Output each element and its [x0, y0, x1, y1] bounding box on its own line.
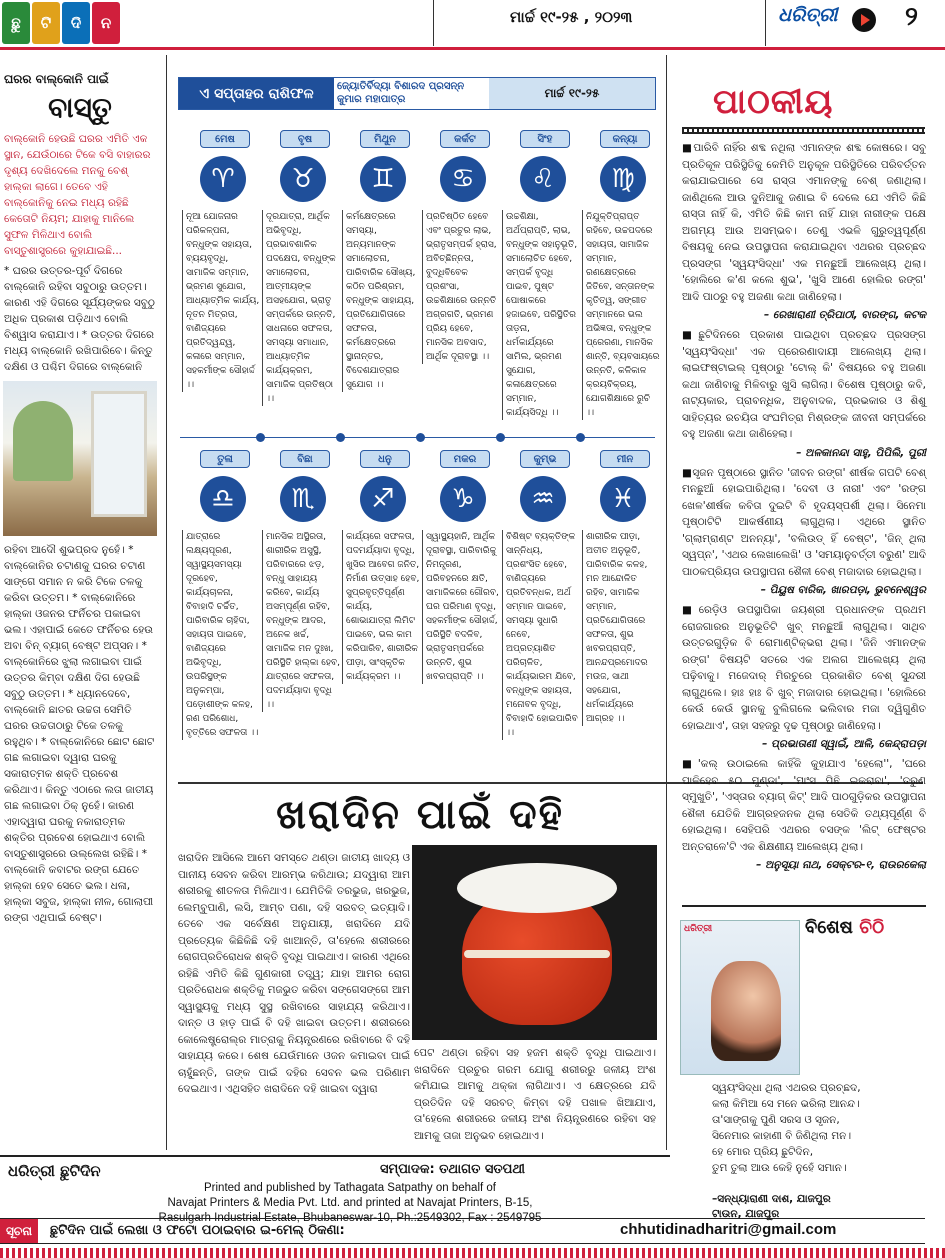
- imprint-line: Printed and published by Tathagata Satpathy on behalf of: [204, 1182, 496, 1194]
- rashifala-title: ଏ ସପ୍ତାହର ରାଶିଫଳ: [179, 78, 334, 109]
- contact-email[interactable]: chhutidinadharitri@gmail.com: [620, 1221, 837, 1238]
- special-letter-poem: [712, 1080, 927, 1176]
- special-letter-title: [805, 910, 945, 944]
- sign-label: ବୃଷ: [280, 130, 330, 148]
- poem-line: ତୁମ ତୁଲା ଆଉ କେହି ନୁହେଁ ସମାନ।: [712, 1162, 847, 1174]
- column-divider: [666, 55, 667, 1150]
- reader-letter: ■ପାରିବି ନାହିଁର ଶବ୍ଦ ନଥିଲା ଏମାନଙ୍କ ଶବ୍ଦ କୋଷରେ। ସବୁ ପ୍ରତିକୂଳ ପରିସ୍ଥିତିକୁ କେମିତି ଅନୁକୂଳ ପରିସ୍ଥିତିରେ ପରିବର୍ତ୍ତନ କରାଯାଇପାରେ ସେ ରାସ୍ତା ଏମାନଙ୍କୁ ବେଶ୍ ଜଣାଥିଲା। ଜାଣିଥିଲେ ଆଉ ଦୁନିଆକୁ ଜଣାଇ ବି ଦେଲେ ଯେ ଏମିତି କିଛି ରାସ୍ତା ନାହିଁ କି, ଏମିତି କିଛି କାମ ନାହିଁ ଯାହା ନାରୀଙ୍କ ପକ୍ଷେ ଅଗମ୍ୟ ଆଉ ଅସମ୍ଭବ। ତେଣୁ ଏଭଳି ଗୁରୁତ୍ୱପୂର୍ଣ୍ଣ ବିଷୟକୁ ନେଇ ଉପସ୍ଥାପନା କରାଯାଇଥିବା ଏଥରର ପ୍ରଚ୍ଛଦ ପ୍ରସଙ୍ଗ 'ସ୍ୱୟଂସିଦ୍ଧା' ଏକ ମନଛୁଆଁ ଆଲେଖ୍ୟ ଥିଲା। 'ହୋଲିରେ କ'ଣ କଲେ ଶୁଭ', 'ଖୁସି ଆଣେ ହୋଲିର ରଙ୍ଗ' ଆଦି ପାଠରୁ ବହୁ ଅଜଣା କଥା ଜାଣିହେଲା।: [682, 142, 926, 303]
- vastu-paragraph: * ଘରର ଉତ୍ତର-ପୂର୍ବ ଦିଗରେ ବାଲ୍‌କୋନି ରହିବା ସବୁଠାରୁ ଉତ୍ତମ। କାରଣ ଏହି ଦିଗରେ ସୂର୍ଯ୍ୟଙ୍କର ସବୁଠୁ ଅଧିକ ପ୍ରକାଶ ପଡ଼ିଥାଏ ବୋଲି ବିଶ୍ୱାସ କରାଯାଏ। * ଉତ୍ତର ଦିଗରେ ମଧ୍ୟ ବାଲ୍‌କୋନି ରଖିପାରିବେ। କିନ୍ତୁ ଦକ୍ଷିଣ ଓ ପଶ୍ଚିମ ଦିଗରେ ବାଲ୍‌କୋନି: [4, 265, 155, 373]
- rashifala-author: ଜ୍ୟୋତିର୍ବିଦ୍ୟା ବିଶାରଦ ପ୍ରସନ୍ନ କୁମାର ମହାପାତ୍ର: [337, 81, 465, 105]
- sign-forecast: ବିଶିଷ୍ଟ ବ୍ୟକ୍ତିଙ୍କ ସାନ୍ନିଧ୍ୟ, ପ୍ରଶଂସିତ ହେବେ, ବାଣିଜ୍ୟରେ ପ୍ରତିବନ୍ଧକ, ଅର୍ଥ ସମ୍ମାନ ପାଇବେ, ସମସ୍ୟା ସୁଧାରି ନେବେ, ଅପ୍ରତ୍ୟାଶିତ ପରିଚାଳିତ, କାର୍ଯ୍ୟଭାରମ ଯିବେ, ବନ୍ଧୁଙ୍କ ସହାୟତା, ମନୋବଳ ବୃଦ୍ଧି, ବିବାହାଦି ହୋଇପାରିବ ।।: [502, 530, 580, 740]
- sign-forecast: ଦୂରଯାତ୍ରା, ଆର୍ଥିକ ଅଭିବୃଦ୍ଧି, ପ୍ରଭାବଶାଳିକ ପଦକ୍ଷେପ, ବନ୍ଧୁଙ୍କ ସମାଲୋଚନା, ଆତ୍ମୀୟଙ୍କ ଅସହଯୋଗ, ଭ୍ରାତୃ ସମ୍ପର୍କରେ ଉନ୍ନତି, ସାଧନାରେ ସଫଳତା, ସମସ୍ୟା ସମାଧାନ, ଆଧ୍ୟାତ୍ମିକ କାର୍ଯ୍ୟକ୍ରମ, ସାମାଜିକ ପ୍ରତିଷ୍ଠା ।।: [262, 210, 340, 406]
- aquarius-icon: ♒: [520, 476, 566, 522]
- leo-icon: ♌: [520, 156, 566, 202]
- bottom-stripe: [0, 1248, 945, 1258]
- header-divider: [765, 0, 766, 46]
- play-icon: [852, 8, 876, 32]
- divider-dot: [336, 433, 345, 442]
- rashifala-date: ମାର୍ଚ୍ଚ ୧୯-୨୫: [489, 78, 655, 109]
- vastu-title: ବାସ୍ତୁ: [48, 91, 112, 124]
- letter-signature: – ଅନୁସୂୟା ନାଥ, ସେକ୍ଟର-୧, ରାଉରକେଲା: [756, 859, 926, 871]
- sign-label: କୁମ୍ଭ: [520, 450, 570, 468]
- sign-label: ଧନୁ: [360, 450, 410, 468]
- curd-article-title: ଖରାଦିନ ପାଇଁ ଦହି: [276, 792, 564, 838]
- curd-surface: [457, 863, 617, 913]
- sign-label: ବିଛା: [280, 450, 330, 468]
- gemini-icon: ♊: [360, 156, 406, 202]
- sign-label: ମୀନ: [600, 450, 650, 468]
- sign-label: ସିଂହ: [520, 130, 570, 148]
- sign-forecast: ନିଯୁକ୍ତିପ୍ରାପ୍ତ ରହିବେ, ଉଚ୍ଚପଦରେ ସହାୟତା, ସାମାଜିକ ସମ୍ମାନ, ରଣକ୍ଷେତ୍ରରେ ଜିତିବେ, ସନ୍ତାନଙ୍କ କୃତିତ୍ୱ, ସଙ୍ଗୀତ ସମ୍ମାନରେ ଭଲ ଅଭିଜ୍ଞତା, ବନ୍ଧୁଙ୍କ ପ୍ରେରଣା, ମାନସିକ ଶାନ୍ତି, ବ୍ୟବସାୟରେ ଉନ୍ନତି, କଳିକାଳ କ୍ରୟବିକ୍ରୟ, ଯୋଗଶିକ୍ଷାରେ ରୁଚି ।।: [582, 210, 660, 420]
- letter-signature: – ଅଳକାନନ୍ଦା ସାହୁ, ପିପିଲି, ପୁରୀ: [796, 446, 926, 459]
- letter-signature: – ପିୟୁଷ ବାରିକ, ଖାରପଡ଼ା, ଭୁବନେଶ୍ୱର: [760, 584, 926, 596]
- signature-line: –ସନ୍ଧ୍ୟାରାଣୀ ଦାଶ, ଯାଜପୁର: [712, 1193, 831, 1205]
- virgo-icon: ♍: [600, 156, 646, 202]
- letters-title: ପାଠକୀୟ: [713, 82, 834, 122]
- sign-forecast: ମାନସିକ ଅସ୍ଥିରତା, ଶାରୀରିକ ଅସୁସ୍ଥି, ପରିବାରରେ ଝଡ଼, ବନ୍ଧୁ ସାହାଯ୍ୟ କରିବେ, କାର୍ଯ୍ୟ ଅସମ୍ପୂର୍ଣ୍ଣ ରହିବ, ବନ୍ଧୁଙ୍କ ଆଦର, ଅନେକ ଖର୍ଚ୍ଚ, ସାମାଜିକ ମନ ଦୁଃଖ, ପରିସ୍ଥିତି ହାଲ୍‌କା ହେବ, ଯାତ୍ରାରେ ସଫଳତା, ପଦମର୍ଯ୍ୟାଦା ବୃଦ୍ଧି ।।: [262, 530, 340, 712]
- reader-letter: ■ଛୁଟିଦିନରେ ପ୍ରକାଶ ପାଇଥିବା ପ୍ରଚ୍ଛଦ ପ୍ରସଙ୍ଗ 'ସ୍ୱୟଂସିଦ୍ଧା' ଏକ ପ୍ରେରଣାଦାୟୀ ଆଲେଖ୍ୟ ଥିଲା। ଲାଇଫଷ୍ଟାଇଲ୍ ପୃଷ୍ଠାରୁ 'ଟୋଲ୍ କି' ବିଷୟରେ ବହୁ ଅଜଣା କଥା ଜାଣିବାକୁ ମିଳିବାରୁ ଖୁସି ଲାଗିଲା। ବିଶେଷ ପୃଷ୍ଠାରୁ କବି, ନାଟ୍ୟକାର, ପ୍ରାବନ୍ଧିକ, ଅନୁବାଦକ, ପ୍ରଭକାର ଓ ଶିଶୁ ସାହିତ୍ୟର ରଚୟିତା ସଂଘମିତ୍ରା ମିଶ୍ରଙ୍କ ଜୀବନୀ ସମ୍ପର୍କରେ ବହୁ ଅଜଣା କଥା ଜାଣିହେଲା।: [682, 329, 926, 440]
- header-divider: [433, 0, 434, 46]
- sign-label: ତୁଳା: [200, 450, 250, 468]
- curd-pot-photo: [412, 845, 657, 1040]
- capricorn-icon: ♑: [440, 476, 486, 522]
- vastu-heading: ଘରର ବାଲ୍‌କୋନି ପାଇଁ: [4, 72, 109, 86]
- libra-icon: ♎: [200, 476, 246, 522]
- pot-band: [464, 950, 610, 958]
- balcony-photo: [3, 381, 157, 536]
- poem-line: ତା'ସାଙ୍ଗକୁ ପୁଣି ସରସ ଓ ସୃଜନ,: [712, 1114, 840, 1126]
- letters-list: [682, 140, 926, 877]
- magazine-masthead: ଧରିତ୍ରୀ: [684, 924, 713, 934]
- sign-label: କନ୍ୟା: [600, 130, 650, 148]
- sign-label: ମକର: [440, 450, 490, 468]
- letter-signature: – ରେଖାରାଣୀ ତ୍ରିପାଠୀ, ବାରଙ୍ଗ, କଟକ: [764, 309, 926, 321]
- sign-label: କର୍କଟ: [440, 130, 490, 148]
- vastu-column: [0, 70, 160, 1155]
- rashifala-banner: [178, 77, 656, 110]
- divider-dot: [256, 433, 265, 442]
- reader-letter: ■ରେଡ଼ିଓ ଉପସ୍ଥାପିକା ଜୟଶ୍ରୀ ପ୍ରଧାନଙ୍କ ପ୍ରଥମ ରୋଜଗାରର ଅନୁଭୂତିଟି ଖୁବ୍ ମନଛୁଆଁ ଲାଗୁଥିଲା। ସାଥିବ ଉତ୍ତରଗୁଡ଼ିକ ବି ରୋମାଣ୍ଟିକ୍‌ଭରା ଥିଲା। 'ଜିନି ଏମାନଙ୍କ ରଙ୍ଗ' ବିଷୟଟି ସତରେ ଏକ ଅଲଗ ଆଲେଖ୍ୟ ଥିଲା ପଢ଼ିବାକୁ। ମଜେଦାର୍ ମିରଚୁରେ ପ୍ରକାଶିତ ବେଶ୍ ସୁନ୍ଦରୀ ଲାଗୁଥିଲେ। ହାଃ ହାଃ ବି ଖୁବ୍ ମଜାଦାର ହୋଇଥିଲା। 'ହୋଲିରେ କେଉଁ କେଉଁ ସ୍ଥାନକୁ ବୁଲିଗଲେ ଭଲିବାର ମଜା ଦ୍ୱିଗୁଣିତ ହୋଇଥାଏ', ତାହା ସହଜରୁ ଦୃଢ ପୃଷ୍ଠାରୁ ଜାଣିହେଲା।: [682, 604, 926, 732]
- sign-forecast: ପ୍ରତିଷ୍ଠିତ ହେବେ ଏବଂ ପ୍ରଚୁର ଲାଭ, ଭ୍ରାତୃସମ୍ପର୍କ ହ୍ରାସ, ଅବିଚ୍ଛିନ୍ନତା, ବୁଦ୍ଧିବିବେକ ପ୍ରଶଂସା, ଉଚ୍ଚଶିକ୍ଷାରେ ଉନ୍ନତି ଅଗ୍ରଗତି, ଭ୍ରମଣ ପ୍ରିୟ ହେବେ, ମାନସିକ ଅବସାଦ, ଆର୍ଥିକ ଦୂରାବସ୍ଥା ।।: [422, 210, 500, 364]
- curd-article-body: ପେଟ ଥଣ୍ଡା ରହିବା ସହ ହଜମ ଶକ୍ତି ବୃଦ୍ଧି ପାଇଥାଏ। ଖରାଦିନେ ପ୍ରଚୁର ଗରମ ଯୋଗୁ ଶରୀରରୁ ଜଳୀୟ ଅଂଶ କମିଯାଇ ଆମକୁ ଥକ୍କା ଲାଗିଥାଏ। ଏ କ୍ଷେତ୍ରରେ ଯଦି ପ୍ରତିଦିନ ଦହି ସରବତ୍ କିମ୍ବା ଦହି ପଖାଳ ଖିଆଯାଏ, ତା'ହେଲେ ଶରୀରରେ ଜଳୀୟ ଅଂଶ ନିୟନ୍ତ୍ରଣରେ ରହିବା ସହ ଆମକୁ ତାଜା ଅନୁଭବ ହୋଇଥାଏ।: [414, 1047, 656, 1142]
- notice-label: ସୂଚନା: [0, 1219, 38, 1243]
- special-letter-title-black: ବିଶେଷ: [805, 916, 853, 938]
- poem-line: ହେ ମୋର ପ୍ରିୟ ଛୁଟିଦିନ,: [712, 1146, 814, 1158]
- sign-forecast: କାର୍ଯ୍ୟରେ ସଫଳତା, ପଦମର୍ଯ୍ୟାଦା ବୃଦ୍ଧି, ଖୁସିର ଆବେଗ ଜନିତ, ନିର୍ମାଣ ଉତ୍ସାହ ହେବ, ସୁପ୍ରବୃତ୍ତିପୂର୍ଣ୍ଣ କାର୍ଯ୍ୟ, ଶୋଭାଯାତ୍ରା ଲିମିଟ ପାଇବେ, ଭଲ କାମ କରିପାରିବ, ଶାରୀରିକ ପୀଡ଼ା, ସାଂସ୍କୃତିକ କାର୍ଯ୍ୟକ୍ରମ ।।: [342, 530, 420, 684]
- letter-signature: – ପ୍ରଭାତାଣୀ ସ୍ୱାଇଁ, ଆଳି, କେନ୍ଦ୍ରାପଡ଼ା: [762, 738, 926, 750]
- imprint-line: Rasulgarh Industrial Estate, Bhubaneswar-10, Ph.:2549302, Fax : 2549795: [158, 1212, 542, 1224]
- notice-text: ଛୁଟିଦିନ ପାଇଁ ଲେଖା ଓ ଫଟୋ ପଠାଇବାର ଇ-ମେଲ୍ ଠିକଣା:: [50, 1223, 345, 1238]
- imprint-brand: ଧରିତ୍ରୀ ଛୁଟିଦିନ: [8, 1162, 101, 1180]
- sagittarius-icon: ♐: [360, 476, 406, 522]
- masthead-letter: ଟି: [32, 2, 60, 44]
- masthead-letter: ଦି: [62, 2, 90, 44]
- sign-label: ମିଥୁନ: [360, 130, 410, 148]
- sign-forecast: ଯାତ୍ରାରେ ଲକ୍ଷ୍ୟପୂରଣ, ସ୍ୱାସ୍ଥ୍ୟସମସ୍ୟା ଦୂରହେବ, କାର୍ଯ୍ୟଚାଳନା, ବିବାହାଦି ଚର୍ଚ୍ଚିତ, ପାରିବାରିକ ଚାହିଦା, ସହାୟତା ପାଇବେ, ବାଣିଜ୍ୟରେ ଅଭିବୃଦ୍ଧି, ଉପରିସ୍ଥଙ୍କ ଅନୁକମ୍ପା, ପଡ଼ୋଶୀଙ୍କ କଳହ, ରଣ ପରିଶୋଧ, ବୃତ୍ତିରେ ସଫଳତା ।।: [182, 530, 260, 740]
- issue-date: ମାର୍ଚ୍ଚ ୧୯-୨୫ , ୨୦୨୩: [510, 8, 633, 26]
- letters-rule: [682, 127, 925, 134]
- column-divider: [166, 55, 167, 1150]
- sign-forecast: ଉଚ୍ଚଶିକ୍ଷା, ଅର୍ଥପ୍ରାପ୍ତି, ଲାଭ, ବନ୍ଧୁଙ୍କ ସହାନୁଭୂତି, ସମାଲୋଚିତ ହେବେ, ସମ୍ପର୍କ ବୃଦ୍ଧି ପାଇବ, ପୁଷ୍ଟ ପୋଷାକରେ ହଜାଇବେ, ପରିସ୍ଥିତିର ତାଡ଼ନା, ଧର୍ମକାର୍ଯ୍ୟରେ ସାମିଲ, ଭ୍ରମଣ ସୁଯୋଗ, କଳାକ୍ଷେତ୍ରରେ ସମ୍ମାନ, କାର୍ଯ୍ୟସିଦ୍ଧି ।।: [502, 210, 580, 420]
- sign-forecast: କର୍ମକ୍ଷେତ୍ରରେ ସମସ୍ୟା, ଅନ୍ୟମାନଙ୍କ ସମାଲୋଚନା, ପାରିବାରିକ ସୌଖ୍ୟ, କଠିନ ପରିଶ୍ରମ, ବନ୍ଧୁଙ୍କ ସାହାଯ୍ୟ, ପ୍ରତିଯୋଗିତାରେ ସଫଳତା, କର୍ମକ୍ଷେତ୍ରରେ ସ୍ଥାନାନ୍ତର, ବିଦେଶଯାତ୍ରାର ସୁଯୋଗ ।।: [342, 210, 420, 392]
- special-letter-title-red: ଚିଠି: [859, 916, 885, 938]
- vastu-paragraph: ରହିବା ଆଦୌ ଶୁଭପ୍ରଦ ନୁହେଁ। * ବାଲ୍‌କୋନିର ଚଟାଣକୁ ଘରର ଚଟାଣ ସାଙ୍ଗେ ସମାନ ନ କରି ଟିକେ ତଳକୁ କରିବା ଉତ୍ତମ। * ବାଲ୍‌କୋନିରେ ହାଲ୍‌କା ଓଜନର ଫର୍ନିଚର ପକାଇବା ଭଲ। ଏହାପାଇଁ କେତେ ଫର୍ନିଚର ହେଉ ଅବା ବିନ୍ ବ୍ୟାଗ୍ ବେଷ୍ଟ ଅପ୍ସନ। * ବାଲ୍‌କୋନିରେ ଝୁଲା ଲଗାଇବା ପାଇଁ ଉତ୍ତର କିମ୍ବା ଦକ୍ଷିଣ ଦିଗ ହେଉଛି ସବୁଠୁ ଉତ୍ତମ। * ଧ୍ୟାନଦେବେ, ବାଲ୍‌କୋନି ଛାତର ଉଚ୍ଚତା ସେମିତି ଘରର ଉଚ୍ଚତାଠାରୁ ଟିକେ ତଳକୁ ରହୁଥିବ। * ବାଲ୍‌କୋନିରେ ଛୋଟ ଛୋଟ ଗଛ ଲଗାଇବା ଦ୍ୱାରା ଘରକୁ ସକାରାତ୍ମକ ଶକ୍ତି ପ୍ରବେଶ କରିଥାଏ। କିନ୍ତୁ ଏଠାରେ ଲତା ଜାତୀୟ ଗଛ ଲଗାଇବା ଠିକ୍ ନୁହେଁ। କାରଣ ଏହାଦ୍ୱାରା ଘରକୁ ନକାରାତ୍ମକ ଶକ୍ତିର ପ୍ରବେଶ ହୋଇଥାଏ ବୋଲି ବାସ୍ତୁଶାସ୍ତ୍ରରେ ଉଲ୍ଲେଖ ରହିଛି। * ବାଲ୍‌କୋନି କବାଟର ରଙ୍ଗ ଯେତେ ହାଲ୍‌କା ହେବ ସେତେ ଭଲ। ଧଳା, ହାଲ୍‌କା ସବୁଜ, ହାଲ୍‌କା ନୀଳ, ଗୋଲାପୀ ରଙ୍ଗ ଏଥିପାଇଁ ବେଷ୍ଟ।: [4, 544, 155, 924]
- sign-forecast: ଶାରୀରିକ ପୀଡ଼ା, ଅତୀତ ଅନୁଭୂତି, ପାରିବାରିକ କଳହ, ମନ ଆନ୍ଦୋଳିତ ରହିବ, ସାମାଜିକ ସମ୍ମାନ, ପ୍ରତିଯୋଗିତାରେ ସଫଳତା, ଶୁଭ ଖବରପ୍ରାପ୍ତି, ଆନନ୍ଦପ୍ରମୋଦର ମଉଜ, ସାଥୀ ସହଯୋଗ, ଧର୍ମକାର୍ଯ୍ୟରେ ଆଗ୍ରହ ।।: [582, 530, 660, 726]
- sign-forecast: ନୂଆ ଯୋଜନାର ପରିକଳ୍ପନା, ବନ୍ଧୁଙ୍କ ସହାୟତା, ବ୍ୟୟବୃଦ୍ଧି, ସାମାଜିକ ସମ୍ମାନ, ଭ୍ରମଣ ସୁଯୋଗ, ଆଧ୍ୟାତ୍ମିକ କାର୍ଯ୍ୟ, ନୂତନ ମିତ୍ରତା, ବାଣିଜ୍ୟରେ ପ୍ରତିଦ୍ୱନ୍ଦ୍ୱ, କଳାରେ ସମ୍ମାନ, ସହକର୍ମୀଙ୍କ ସୌହାର୍ଦ୍ଦ ।।: [182, 210, 260, 392]
- page-number: ୨: [905, 2, 918, 32]
- brand-logo: ଧରିତ୍ରୀ: [778, 4, 838, 26]
- scorpio-icon: ♏: [280, 476, 326, 522]
- signature-line: ଟାଉନ, ଯାଜପୁର: [712, 1208, 780, 1220]
- cancer-icon: ♋: [440, 156, 486, 202]
- sign-label: ମେଷ: [200, 130, 250, 148]
- poem-line: କଲା କିମିଆ ସେ ମନେ ଭରିଲା ଆନନ୍ଦ।: [712, 1098, 860, 1110]
- reader-letter: ■ସୃଜନ ପୃଷ୍ଠାରେ ସ୍ଥାନିତ 'ଜୀବନ ରଙ୍ଗ' ଶୀର୍ଷକ ଗପଟି ବେଶ୍ ମନଛୁଆଁ ହୋଇପାରିଥିଲା। 'ଦେବୀ ଓ ନାରୀ' ଏବଂ 'ରଙ୍ଗ ଖେଳ'ଶୀର୍ଷକ କବିତା ଦୁଇଟି ବି ହୃଦୟସ୍ପର୍ଶୀ ଥିଲା। ସିନେମା ପୃଷ୍ଠାଟିଟି ଆକର୍ଷଣୀୟ ଲାଗୁଥିଲା। ଏଥିରେ ସ୍ଥାନିତ 'ଗ୍ଲାମ୍ରାଣ୍ଟ ଅନନ୍ୟା', 'ବଲିଉଡ୍ ହିଁ ବେଷ୍ଟ', 'ଜିନ୍ ଥିଲା ସ୍ୱପ୍ନ', 'ଏଥର ଲେଖାଲେଖି' ଓ 'ସମୟାନୁବର୍ତ୍ତୀ ବରୁଣ' ଆଦି ପାଠକପ୍ରିୟତା ଉପସ୍ଥାପନା ଶୈଳୀ ବେଶ୍ ମଜାଦାର ହୋଇଥିଲା।: [682, 466, 926, 578]
- imprint-line: Navajat Printers & Media Pvt. Ltd. and printed at Navajat Printers, B-15,: [167, 1197, 533, 1209]
- reader-letter: ■'କଲ୍ ଉଠାଇଲେ କାହିଁକି କୁହାଯାଏ 'ହେଲୋ'', 'ଘରେ ପାଳିହେବ ୫୦ ମୁଣ୍ଡା', 'ମାଂସ ପିଛି ଇକରାବା', 'ତରୁଣ ସ୍ମୁଖୁତି', 'ଏସ୍ତାର ବ୍ୟାଗ୍ କିଟ୍' ଆଦି ପାଠଗୁଡ଼ିକର ଉପସ୍ଥାପନା ଶୈଳୀ ଯେତିକି ଆଗ୍ରହଜନକ ଥିଲା ସେତିକି ତଥ୍ୟପୂର୍ଣ୍ଣ ବି ହୋଇଥିଲା। ସେହିପରି ଏଥରର ବସଙ୍କ 'ଲିଟ୍ ଫେଷ୍ଟର ଅନ୍ତରାଳେ'ଟି ଏକ ଶିକ୍ଷଣୀୟ ଆଲେଖ୍ୟ ଥିଲା।: [682, 758, 926, 853]
- sign-forecast: ସ୍ୱାସ୍ଥ୍ୟହାନି, ଆର୍ଥିକ ଦୂରାବସ୍ଥା, ପାରିବାରିକୁ ନିମନ୍ତ୍ରଣ, ପରିବହନରେ କ୍ଷତି, ସାମାଜିକରେ ଗୌରବ, ଘର ପରିମାଣ ବୃଦ୍ଧି, ସହକର୍ମୀଙ୍କ ସୌହାର୍ଦ୍ଦ, ପରିସ୍ଥିତି ବଦଳିବ, ଭ୍ରାତୃସମ୍ପର୍କରେ ଉନ୍ନତି, ଶୁଭ ଖବରପ୍ରାପ୍ତି ।।: [422, 530, 500, 684]
- masthead-letter: ନ: [92, 2, 120, 44]
- curd-article-body: ଖରାଦିନ ଆସିଲେ ଆମେ ସମସ୍ତେ ଥଣ୍ଡା ଜାତୀୟ ଖାଦ୍ୟ ଓ ପାନୀୟ ସେବନ କରିବା ଆରମ୍ଭ କରିଥାଉ; ଯଦ୍ୱାରା ଆମ ଶରୀରକୁ ଶୀତଳତା ମିଳିଥାଏ। ଯେମିତିକି ତରଭୁଜ, ଖରଭୁଜ, ଲେମ୍ବୁପାଣି, ଲସି, ଆମ୍ବ ପଣା, ଦହି ସରବତ୍ ଇତ୍ୟାଦି। ତେବେ ଏକ ସର୍ବେକ୍ଷଣ ଅନୁଯାୟୀ, ଖରାଦିନେ ଯଦି ପ୍ରତ୍ୟେକ କିଛିକିଛି ଦହି ଖାଆନ୍ତି, ତା'ହେଲେ ଶରୀରରେ ରୋଗପ୍ରତିରୋଧକ ଶକ୍ତି ବୃଦ୍ଧି ପାଇଥାଏ। କାରଣ ଏଥିରେ ରହିଛି ଏମିତି କିଛି ଗୁଣକାରୀ ତତ୍ତ୍ୱ; ଯାହା ଆମର ରୋଗ ପ୍ରତିରୋଧକ ଶକ୍ତିକୁ ମଜଭୁତ କରିବା ସଙ୍ଗେସଙ୍ଗେ ଆମ ସ୍ୱାସ୍ଥ୍ୟକୁ ମଧ୍ୟ ସୁସ୍ଥ ରଖିବାରେ ସାହାଯ୍ୟ କରିଥାଏ। ଦାନ୍ତ ଓ ହାଡ଼ ପାଇଁ ବି ଦହି ଖାଇବା ଉତ୍ତମ। ଶରୀରରେ କୋଲେଷ୍ଟ୍ରୋଲ୍‌ର ମାତ୍ରାକୁ ନିୟନ୍ତ୍ରଣରେ ରଖିବାରେ ବି ଦହି ସାହାଯ୍ୟ କରେ। ଶେଷ ଯେଉଁମାନେ ଓଜନ କମାଇବା ପାଇଁ ଚାହୁଁଛନ୍ତି, ତାଙ୍କ ପାଇଁ ଦହିର ସେବନ ଭଲ ପରିଣାମ ଦେଇଥାଏ। ଏଥିସହିତ ଖରାଦିନେ ଦହି ଖାଇବା ଦ୍ୱାରା: [178, 852, 410, 1095]
- divider-dot: [576, 433, 585, 442]
- divider-dot: [496, 433, 505, 442]
- divider-dot: [416, 433, 425, 442]
- magazine-cover: [680, 920, 800, 1075]
- cover-portrait: [711, 961, 781, 1061]
- aries-icon: ♈: [200, 156, 246, 202]
- taurus-icon: ♉: [280, 156, 326, 202]
- masthead-letter: ଛୁ: [2, 2, 30, 44]
- pisces-icon: ♓: [600, 476, 646, 522]
- poem-line: ସିନେମାର କାହାଣୀ ବି ଜିଣିଥିଲା ମନ।: [712, 1130, 852, 1142]
- poem-line: ସ୍ୱୟଂସିଦ୍ଧା ଥିଲା ଏଥରର ପ୍ରଚ୍ଛଦ,: [712, 1082, 861, 1094]
- imprint-editor: ସମ୍ପାଦକ: ତଥାଗତ ସତପଥୀ: [380, 1162, 525, 1177]
- special-letter-rule: [682, 905, 926, 907]
- vastu-intro: ବାଲ୍‌କୋନି ହେଉଛି ଘରର ଏମିତି ଏକ ସ୍ଥାନ, ଯେଉଁଠାରେ ଟିକେ ବସି ବାହାରର ଦୃଶ୍ୟ ଦେଖିଦେଲେ ମନକୁ ବେଶ୍ ହାଲ୍‌କା ଲାଗେ। ତେବେ ଏହି ବାଲ୍‌କୋନିକୁ ନେଇ ମଧ୍ୟ ରହିଛି କେତୋଟି ନିୟମ; ଯାହାକୁ ମାନିଲେ ସୁଫଳ ମିଳିଥାଏ ବୋଲି ବାସ୍ତୁଶାସ୍ତ୍ରରେ କୁହାଯାଇଛି...: [4, 133, 151, 257]
